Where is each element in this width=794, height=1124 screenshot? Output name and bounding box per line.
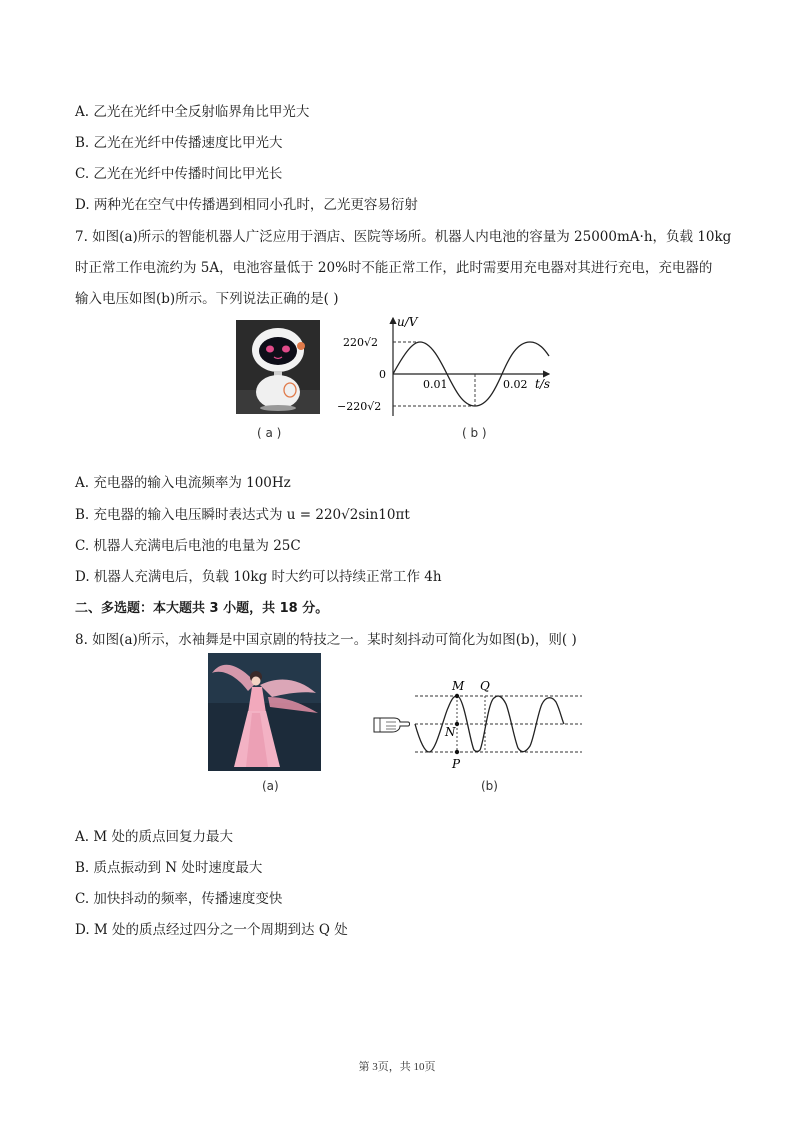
dancer-photo xyxy=(208,653,321,771)
page-footer: 第 3页，共 10页 xyxy=(358,1061,436,1073)
x-axis-label: t/s xyxy=(535,377,551,391)
x-tick-2: 0.02 xyxy=(503,378,528,391)
q7-stem-line-3: 输入电压如图(b)所示。下列说法正确的是( ) xyxy=(75,291,339,307)
label-p: P xyxy=(452,757,461,771)
q8-caption-b: (b) xyxy=(481,779,498,793)
origin-label: 0 xyxy=(379,368,386,381)
y-pos-label: 220√2 xyxy=(343,336,379,349)
q6-option-b: B. 乙光在光纤中传播速度比甲光大 xyxy=(75,135,283,151)
label-q: Q xyxy=(480,679,490,693)
robot-photo xyxy=(236,320,320,414)
voltage-graph xyxy=(335,312,565,418)
q6-option-a: A. 乙光在光纤中全反射临界角比甲光大 xyxy=(75,104,310,120)
hand-icon xyxy=(374,718,410,732)
wave-diagram xyxy=(370,672,585,772)
label-m: M xyxy=(452,679,465,693)
y-neg-label: −220√2 xyxy=(337,400,382,413)
y-axis-label: u/V xyxy=(397,315,418,329)
q8-option-d: D. M 处的质点经过四分之一个周期到达 Q 处 xyxy=(75,922,348,938)
q7-stem-line-1: 7. 如图(a)所示的智能机器人广泛应用于酒店、医院等场所。机器人内电池的容量为 25000mA·h，负载 10kg xyxy=(75,229,732,245)
q7-option-a: A. 充电器的输入电流频率为 100Hz xyxy=(75,475,291,491)
section-header: 二、多选题：本大题共 3 小题，共 18 分。 xyxy=(75,601,329,616)
q8-option-b: B. 质点振动到 N 处时速度最大 xyxy=(75,860,263,876)
label-n: N xyxy=(445,725,456,739)
q8-option-a: A. M 处的质点回复力最大 xyxy=(75,829,233,845)
x-tick-1: 0.01 xyxy=(423,378,448,391)
q7-caption-a: ( a ) xyxy=(257,426,282,440)
q7-caption-b: ( b ) xyxy=(462,426,487,440)
q7-option-d: D. 机器人充满电后，负载 10kg 时大约可以持续正常工作 4h xyxy=(75,569,442,585)
q7-option-c: C. 机器人充满电后电池的电量为 25C xyxy=(75,538,301,554)
q7-option-b: B. 充电器的输入电压瞬时表达式为 u = 220√2sin10πt xyxy=(75,507,410,523)
q8-option-c: C. 加快抖动的频率，传播速度变快 xyxy=(75,891,283,907)
q8-caption-a: (a) xyxy=(262,779,279,793)
q6-option-c: C. 乙光在光纤中传播时间比甲光长 xyxy=(75,166,283,182)
q6-option-d: D. 两种光在空气中传播遇到相同小孔时，乙光更容易衍射 xyxy=(75,197,418,213)
q7-stem-line-2: 时正常工作电流约为 5A，电池容量低于 20%时不能正常工作，此时需要用充电器对其进行充电，充电器的 xyxy=(75,260,713,276)
q8-stem: 8. 如图(a)所示，水袖舞是中国京剧的特技之一。某时刻抖动可简化为如图(b)，则( ) xyxy=(75,632,577,648)
